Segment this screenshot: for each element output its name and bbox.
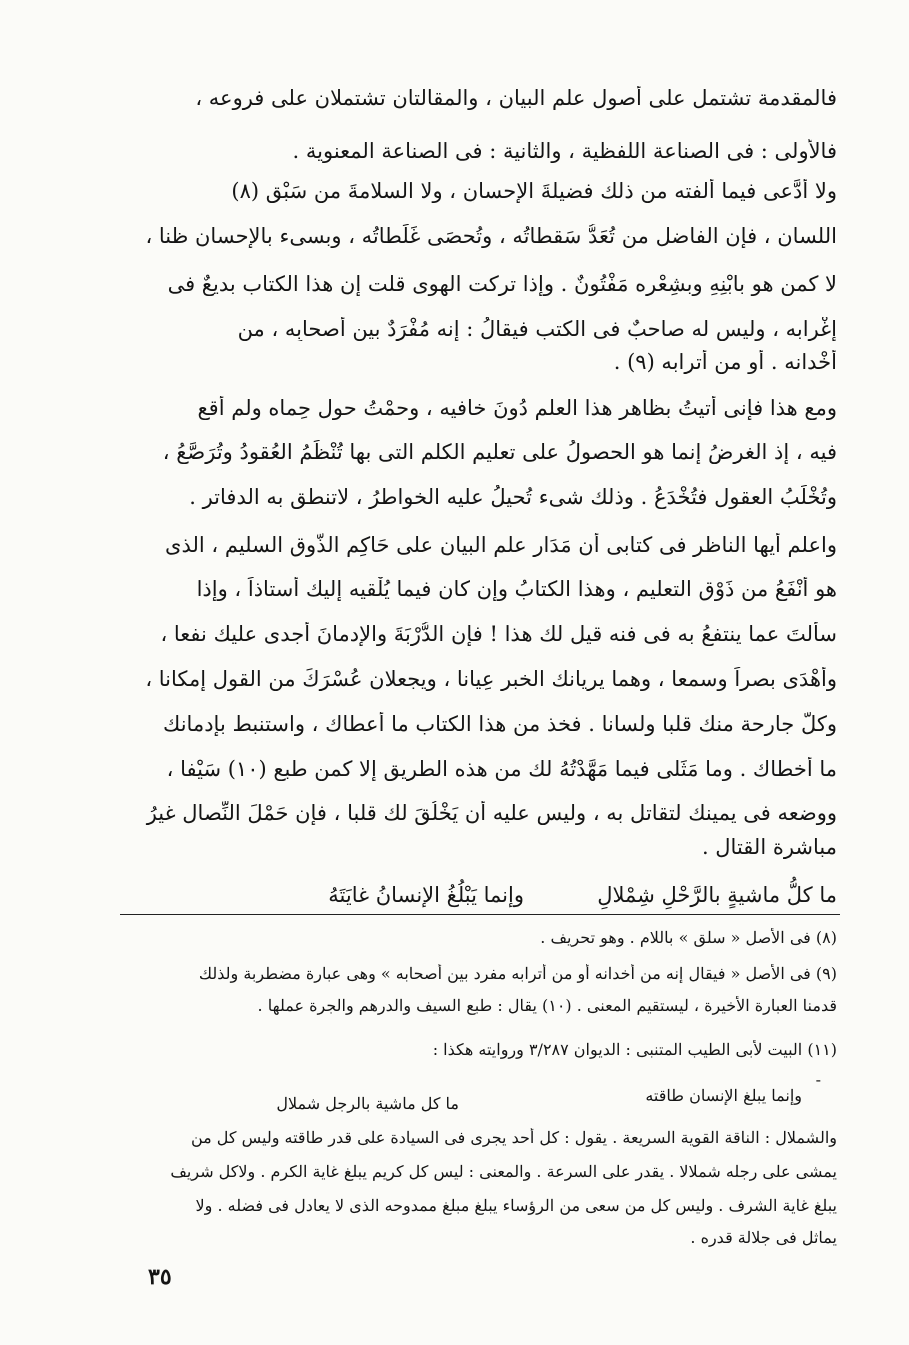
footnote-11-line-3: يمشى على رجله شملالا . يقدر على السرعة . والمعنى : ليس كل كريم يبلغ غاية الكرم . ولاكل شريف (170, 1162, 837, 1181)
footnote-11-line-1: (١١) البيت لأبى الطيب المتنبى : الديوان ٣/٢٨٧ وروايته هكذا : (432, 1040, 837, 1059)
page-number: ٣٥ (148, 1264, 172, 1290)
footnote-9-line-1: (٩) فى الأصل « فيقال إنه من أخدانه أو من أترابه مفرد بين أصحابه » وهى عبارة مضطربة ولذلك (198, 964, 837, 983)
body-line-6: إغْرابه ، وليس له صاحبٌ فى الكتب فيقالُ : إنه مُفْرَدٌ بين أصحابِه ، من (237, 317, 837, 341)
body-line-11: واعلم أيها الناظر فى كتابى أن مَدَار علم البيان على حَاكِمِ الذَّوق السليم ، الذى (165, 533, 837, 557)
body-line-15: وكلَّ جارحة منك قلبا ولسانا . فخذ من هذا الكتاب ما أعطاك ، واستنبط بإدمانك (163, 712, 837, 736)
footnote-verse-first-hemistich: وإنما يبلغ الإنسان طاقته (645, 1086, 802, 1105)
body-line-17: ووضعه فى يمينك لتقاتل به ، وليس عليه أن يَخْلُقَ لك قلبا ، فإن حَمْلَ النِّصال غيرُ (146, 801, 837, 825)
footnote-verse-second-hemistich: ما كل ماشية بالرجل شملال (276, 1094, 459, 1113)
verse-first-hemistich: وإنما يَبْلُغُ الإنسانُ غايَتَهُ (328, 883, 524, 907)
body-line-12: هو أنْفَعُ من ذَوْق التعليم ، وهذا الكتابُ وإن كان فيما يُلْقيه إليك أستاذاً ، وإذا (196, 577, 837, 601)
footnote-11-line-5: يماثل فى جلالة قدره . (690, 1228, 837, 1247)
body-line-13: سألتَ عما ينتفعُ به فى فنه قيل لك هذا ! فإن الدُّرْبَةَ والإدمانَ أجدى عليك نفعا ، (160, 622, 837, 646)
body-line-4: اللسان ، فإن الفاضل من تُعَدُّ سَقطاتُه ، وتُحصَى غَلَطاتُه ، وبسىء بالإحسان ظنا ، (145, 224, 837, 248)
body-line-7: أَخْدانه . أو من أترابه (٩) . (613, 350, 837, 374)
body-line-16: ما أخطاك . وما مَثَلى فيما مَهَّدْتُهُ لك من هذه الطريق إلا كمن طبع (١٠) سَيْفا ، (166, 757, 837, 781)
footnote-verse-dash: - (815, 1070, 821, 1089)
footnote-9-line-2: قدمنا العبارة الأخيرة ، ليستقيم المعنى . (١٠) يقال : طبع السيف والدرهم والجرة عملها . (257, 996, 837, 1015)
body-line-10: وتُخْلَبُ العقول فتُخْدَعُ . وذلك شىء تُحيلُ عليه الخواطرُ ، لاتنطق به الدفاتر . (189, 485, 837, 509)
body-line-5: لا كمن هو بابْنِهِ وبشِعْرِه مَفْتُونٌ . وإذا تركت الهوى قلت إن هذا الكتاب بديعٌ فى (167, 272, 837, 296)
body-line-1: فالمقدمة تشتمل على أصول علم البيان ، والمقالتان تشتملان على فروعه ، (195, 86, 837, 110)
footnote-8: (٨) فى الأصل « سلق » باللام . وهو تحريف . (540, 928, 837, 947)
body-line-3: ولا أدَّعى فيما ألفته من ذلك فضيلةَ الإحسانِ ، ولا السلامةَ من سَبْق (٨) (231, 179, 837, 203)
body-line-14: وأهْدَى بصراً وسمعا ، وهما يريانك الخبر عِيانا ، ويجعلان عُسْرَكَ من القول إمكانا ، (145, 667, 837, 691)
body-line-8: ومع هذا فإنى أتيتُ بظاهر هذا العلم دُونَ خافيه ، وحمْتُ حول حِماه ولم أقع (197, 396, 837, 420)
footnote-divider (120, 914, 840, 915)
verse-second-hemistich: ما كلُّ ماشيةٍ بالرَّحْلِ شِمْلالِ (597, 883, 837, 907)
footnote-11-line-4: يبلغ غاية الشرف . وليس كل من سعى من الرؤساء يبلغ مبلغ ممدوحه الذى لا يعادل فى فضله . ولا (195, 1196, 837, 1215)
footnote-11-line-2: والشملال : الناقة القوية السريعة . يقول : كل أحد يجرى فى السيادة على قدر طاقته وليس كل من (190, 1128, 837, 1147)
body-line-18: مباشرة القتال . (701, 835, 837, 859)
body-line-9: فيه ، إذ الغرضُ إنما هو الحصولُ على تعليم الكلم التى بها تُنْظَمُ العُقودُ وتُرَصَّعُ ، (162, 440, 837, 464)
body-line-2: فالأولى : فى الصناعة اللفظية ، والثانية : فى الصناعة المعنوية . (292, 139, 837, 163)
